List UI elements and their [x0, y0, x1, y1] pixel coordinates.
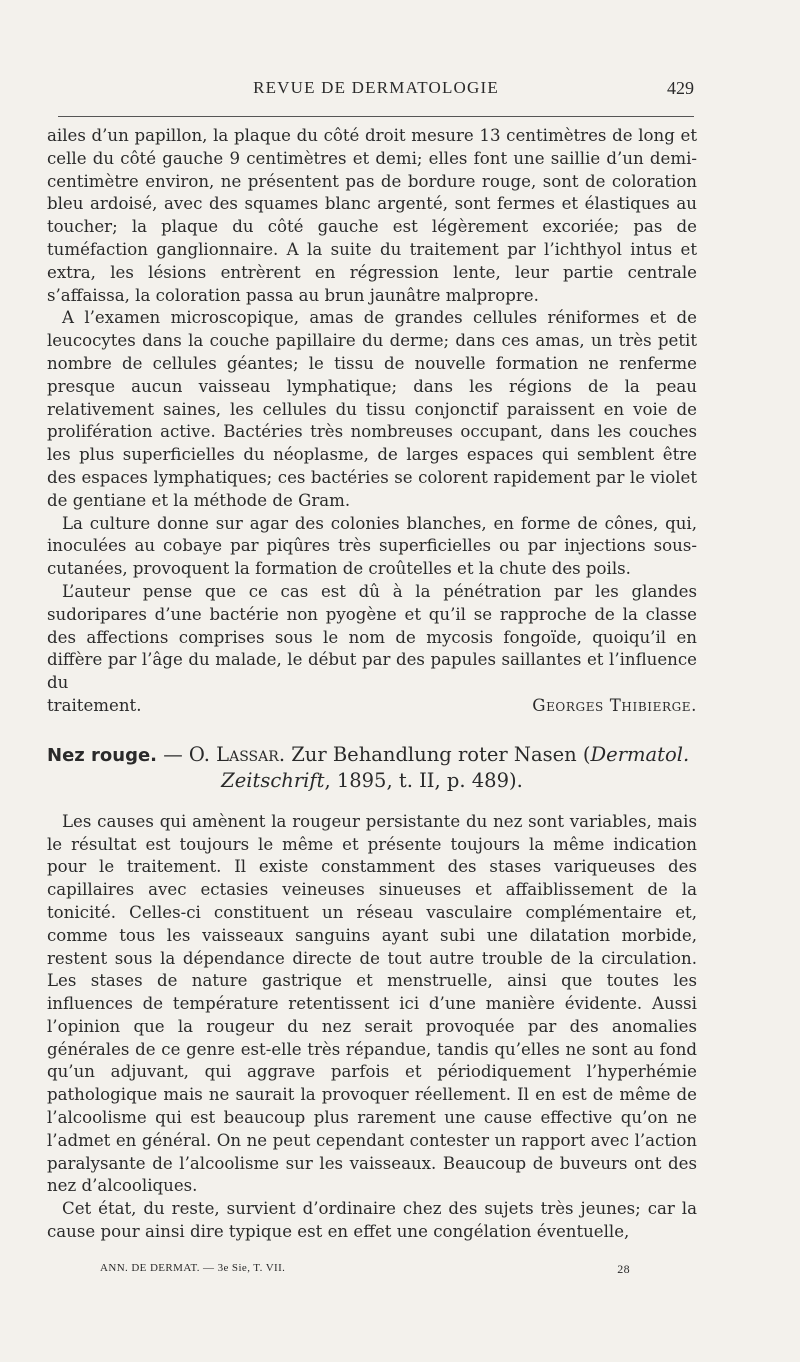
main-text: [47, 125, 697, 1244]
reviewer-signature: Georges Thibierge.: [532, 695, 697, 715]
heading-author: Lassar: [216, 742, 279, 766]
page-number: 429: [667, 78, 694, 98]
journal-name-cont: Zeitschrift: [221, 768, 325, 792]
paragraph: Cet état, du reste, survient d’ordinaire chez des sujets très jeunes; car la cause pour ainsi dire typique est en effet une congélation éventuelle,: [47, 1199, 697, 1242]
section-heading: [47, 742, 697, 793]
citation: , 1895, t. II, p. 489).: [324, 768, 523, 792]
heading-label: Nez rouge.: [47, 744, 158, 766]
paragraph: A l’examen microscopique, amas de grandes cellules réniformes et de leucocytes dans la couche papillaire du derme; dans ces amas, un très petit nombre de cellules géantes; le tissu de nouvelle formation ne renferme presque aucun vaisseau lymphatique; dans les régions de la peau relativement saines, les cellules du tissu conjonctif paraissent en voie de prolifération active. Bactéries très nombreuses occupant, dans les couches les plus superficielles du néoplasme, de larges espaces qui semblent être des espaces lymphatiques; ces bactéries se colorent rapidement par le violet de gentiane et la méthode de Gram.: [47, 308, 697, 510]
paragraph: La culture donne sur agar des colonies blanches, en forme de cônes, qui, inoculées au cobaye par piqûres très superficielles ou par injections sous-cutanées, provoquent la formation de croûtelles et la chute des poils.: [47, 513, 697, 579]
heading-title: . Zur Behandlung roter Nasen (: [278, 742, 591, 766]
sheet-number: 28: [617, 1262, 630, 1276]
paragraph: L’auteur pense que ce cas est dû à la pénétration par les glandes sudoripares d’une bactérie non pyogène et qu’il se rapproche de la classe des affections comprises sous le nom de mycosis fongoïde, quoiqu’il en diffère par l’âge du malade, le début par des papules saillantes et l’influence du: [47, 581, 697, 693]
footer-signature-mark: ANN. DE DERMAT. — 3e Sie, T. VII.: [100, 1262, 286, 1274]
header-rule: [58, 116, 694, 117]
heading-line-2: [47, 768, 697, 793]
paragraph: Les causes qui amènent la rougeur persistante du nez sont variables, mais le résultat est toujours le même et présente toujours la même indication pour le traitement. Il existe constamment des stases variqueuses des capillaires avec ectasies veineuses sinueuses et affaiblissement de la tonicité. Celles-ci constituent un réseau vasculaire complémentaire et, comme tous les vaisseaux sanguins ayant subi une dilatation morbide, restent sous la dépendance directe de tout autre trouble de la circulation. Les stases de nature gastrique et menstruelle, ainsi que toutes les influences de température retentissent ici d’une manière évidente. Aussi l’opinion que la rougeur du nez serait provoquée par des anomalies générales de ce genre est-elle très répandue, tandis qu’elles ne sont au fond qu’un adjuvant, qui aggrave parfois et périodiquement l’hyperhémie pathologique mais ne saurait la provoquer réellement. Il en est de même de l’alcoolisme qui est beaucoup plus rarement une cause effective qu’on ne l’admet en général. On ne peut cependant contester un rapport avec l’action paralysante de l’alcoolisme sur les vaisseaux. Beaucoup de buveurs ont des nez d’alcooliques.: [47, 811, 697, 1196]
review-closing-line: [47, 695, 697, 718]
heading-dash: — O.: [157, 742, 217, 766]
closing-word: traitement.: [47, 695, 142, 715]
journal-name: Dermatol.: [590, 742, 690, 766]
journal-title: REVUE DE DERMATOLOGIE: [253, 78, 499, 97]
heading-line-1: [47, 742, 697, 768]
paragraph: ailes d’un papillon, la plaque du côté droit mesure 13 centimètres de long et celle du côté gauche 9 centimètres et demi; elles font une saillie d’un demi-centimètre environ, ne présentent pas de bordure rouge, sont de coloration bleu ardoisé, avec des squames blanc argenté, sont fermes et élastiques au toucher; la plaque du côté gauche est légèrement excoriée; pas de tuméfaction ganglionnaire. A la suite du traitement par l’ichthyol intus et extra, les lésions entrèrent en régression lente, leur partie centrale s’affaissa, la coloration passa au brun jaunâtre malpropre.: [47, 126, 697, 305]
running-header: [58, 78, 694, 102]
